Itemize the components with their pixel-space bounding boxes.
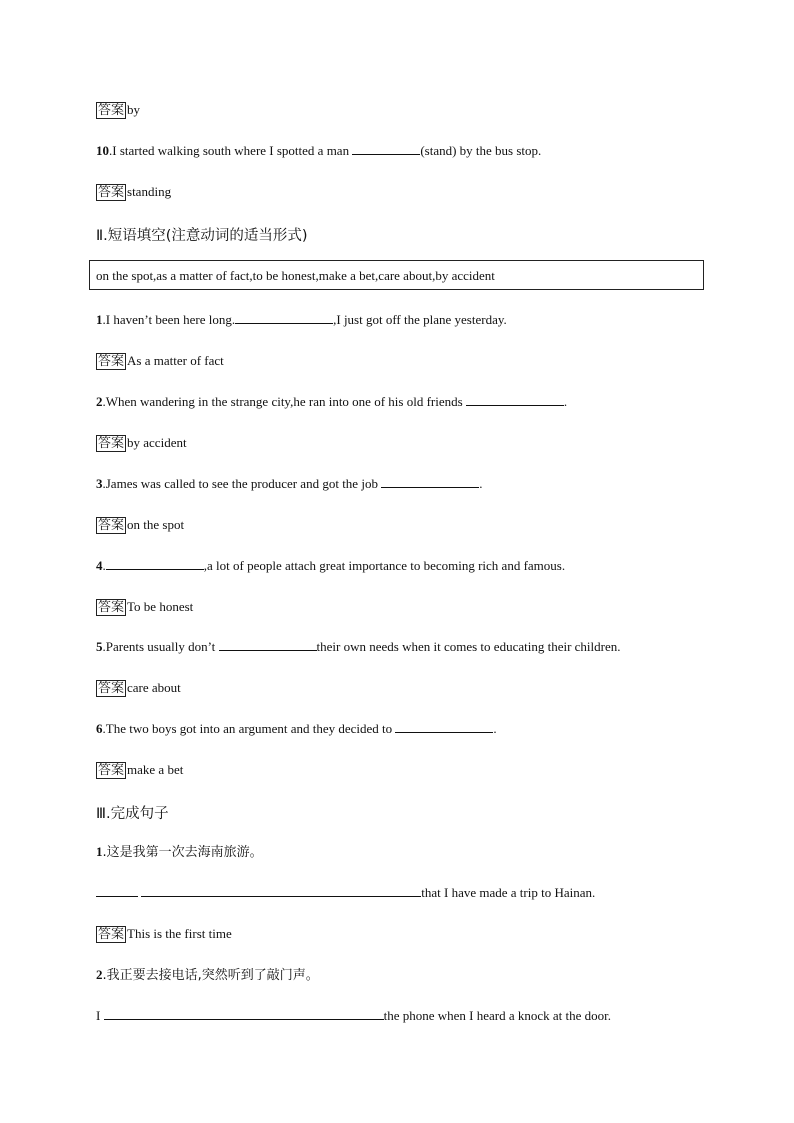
section-title: Ⅱ.短语填空(注意动词的适当形式): [96, 228, 308, 244]
question-6: [96, 720, 497, 738]
question-text: .James was called to see the producer and got the job: [102, 476, 382, 491]
question-1: [96, 311, 507, 329]
question-prompt: .这是我第一次去海南旅游。: [102, 845, 263, 860]
question-number: 2: [96, 394, 103, 409]
answer-blank[interactable]: [395, 720, 493, 733]
section-title: Ⅲ.完成句子: [96, 806, 169, 822]
sentence-text: the phone when I heard a knock at the door.: [383, 1008, 612, 1023]
answer-tag: 答案: [98, 436, 125, 451]
answer-line-1: [96, 352, 224, 370]
answer-blank[interactable]: [235, 311, 333, 324]
answer-tag: 答案: [98, 763, 125, 778]
question-number: 10: [96, 143, 109, 158]
sentence-line-2: [96, 1007, 611, 1025]
question-text: ,I just got off the plane yesterday.: [333, 312, 507, 327]
answer-blank[interactable]: [104, 1007, 384, 1020]
question-4: [96, 557, 565, 575]
sentence-line-1: [96, 884, 595, 902]
answer-text: care about: [127, 680, 181, 695]
question-number: 5: [96, 639, 103, 654]
answer-line-10: [96, 183, 171, 201]
answer-tag: 答案: [98, 103, 125, 118]
answer-text: standing: [127, 184, 172, 199]
question-text: .I started walking south where I spotted a man: [109, 143, 353, 158]
answer-tag: 答案: [98, 185, 125, 200]
answer-blank[interactable]: [141, 884, 421, 897]
answer-blank[interactable]: [96, 884, 138, 897]
answer-text: This is the first time: [127, 926, 232, 941]
answer-line-9: [96, 101, 140, 119]
answer-text: by: [127, 102, 141, 117]
answer-line-2: [96, 434, 187, 452]
answer-line-4: [96, 598, 193, 616]
answer-blank[interactable]: [219, 638, 317, 651]
question-1: [96, 843, 263, 862]
answer-tag: 答案: [98, 927, 125, 942]
phrase-box: on the spot,as a matter of fact,to be honest,make a bet,care about,by accident: [89, 260, 704, 290]
sentence-text: I: [96, 1008, 104, 1023]
answer-line-5: [96, 679, 181, 697]
question-number: 2: [96, 967, 103, 982]
question-5: [96, 638, 621, 656]
answer-tag: 答案: [98, 681, 125, 696]
question-text: .: [102, 558, 106, 573]
answer-line-3: [96, 516, 184, 534]
answer-blank[interactable]: [106, 557, 204, 570]
answer-line-iii-1: [96, 925, 232, 943]
question-text: (stand) by the bus stop.: [420, 143, 542, 158]
question-number: 1: [96, 844, 103, 859]
answer-text: by accident: [127, 435, 187, 450]
question-text: .I haven’t been here long.: [102, 312, 236, 327]
question-2: [96, 393, 567, 411]
question-text: .: [479, 476, 483, 491]
question-number: 1: [96, 312, 103, 327]
question-10: [96, 142, 541, 160]
answer-blank[interactable]: [381, 475, 479, 488]
question-number: 6: [96, 721, 103, 736]
sentence-text: that I have made a trip to Hainan.: [421, 885, 596, 900]
question-text: .When wandering in the strange city,he ran into one of his old friends: [102, 394, 466, 409]
question-3: [96, 475, 482, 493]
answer-line-6: [96, 761, 183, 779]
answer-blank[interactable]: [466, 393, 564, 406]
answer-tag: 答案: [98, 518, 125, 533]
question-number: 4: [96, 558, 103, 573]
answer-text: To be honest: [127, 599, 194, 614]
question-text: .Parents usually don’t: [102, 639, 219, 654]
question-2: [96, 966, 319, 985]
answer-text: on the spot: [127, 517, 185, 532]
question-number: 3: [96, 476, 103, 491]
answer-text: make a bet: [127, 762, 184, 777]
answer-blank[interactable]: [352, 142, 420, 155]
answer-tag: 答案: [98, 600, 125, 615]
question-text: ,a lot of people attach great importance to becoming rich and famous.: [203, 558, 566, 573]
question-text: .: [493, 721, 497, 736]
answer-tag: 答案: [98, 354, 125, 369]
question-prompt: .我正要去接电话,突然听到了敲门声。: [102, 968, 319, 983]
question-text: their own needs when it comes to educating their children.: [316, 639, 621, 654]
question-text: .: [563, 394, 568, 409]
question-text: .The two boys got into an argument and they decided to: [102, 721, 396, 736]
answer-text: As a matter of fact: [127, 353, 224, 368]
